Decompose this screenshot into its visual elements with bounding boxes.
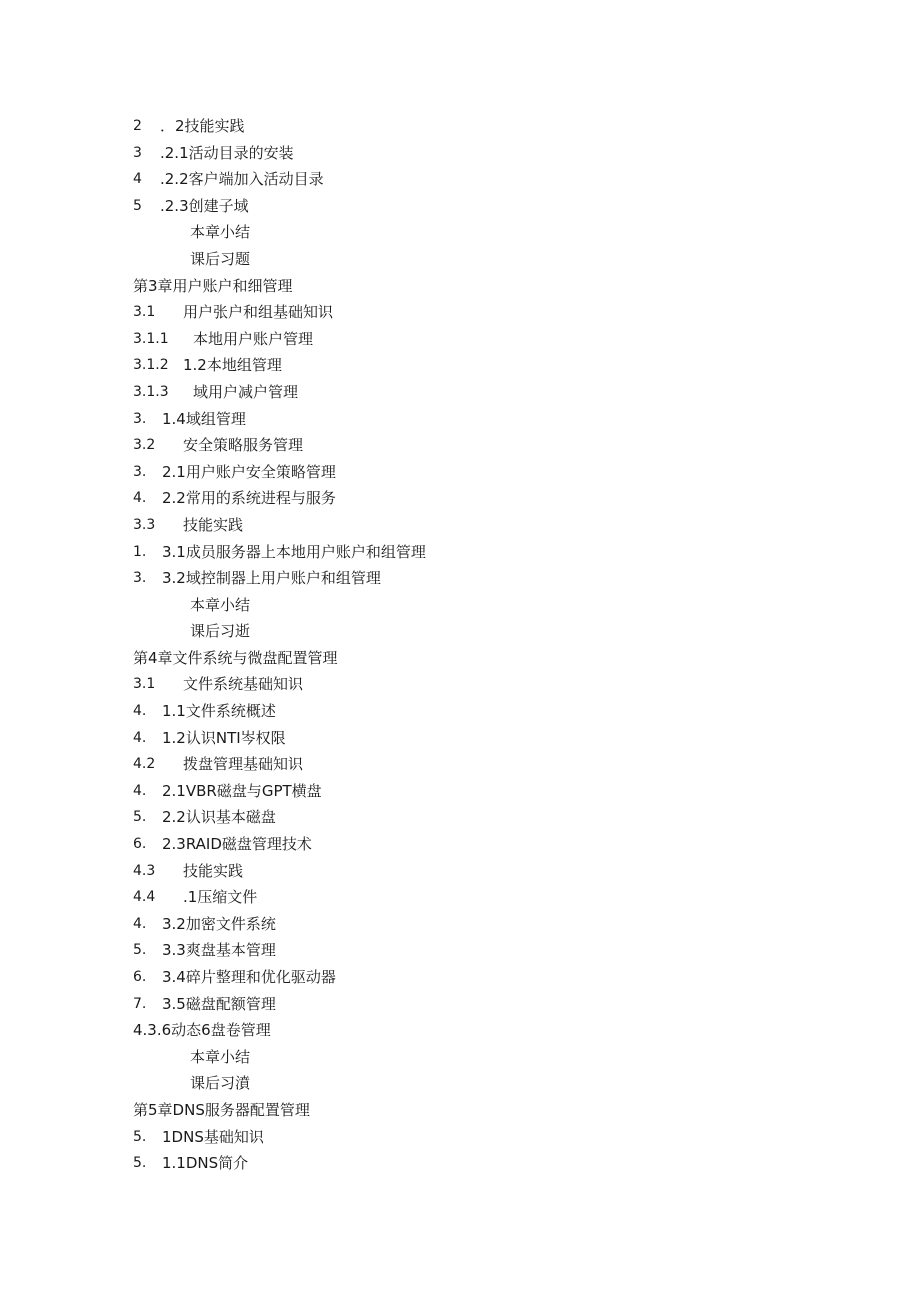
toc-entry bbox=[133, 1044, 733, 1071]
toc-entry-title: 域用户减户管理 bbox=[193, 382, 299, 401]
toc-entry bbox=[133, 326, 733, 353]
toc-entry bbox=[133, 698, 733, 725]
toc-entry-number: 3.1.3 bbox=[133, 383, 169, 400]
toc-entry-number: 3. bbox=[133, 463, 147, 480]
toc-entry-title: 安全策略服务管理 bbox=[183, 436, 304, 455]
toc-entry bbox=[133, 804, 733, 831]
toc-entry bbox=[133, 140, 733, 167]
toc-entry bbox=[133, 193, 733, 220]
toc-entry-title: 本章小结 bbox=[190, 223, 251, 242]
toc-entry bbox=[133, 432, 733, 459]
toc-entry-title: 技能实践 bbox=[183, 515, 244, 534]
toc-entry-number: 7. bbox=[133, 995, 147, 1012]
toc-entry-title: 课后习濆 bbox=[190, 1074, 251, 1093]
toc-entry-title: .1压缩文件 bbox=[183, 888, 258, 907]
toc-entry-title: 用户张户和组基础知识 bbox=[183, 303, 334, 322]
toc-entry bbox=[133, 751, 733, 778]
toc-entry-title: 1DNS基础知识 bbox=[162, 1127, 264, 1146]
toc-entry-title: 第4章文件系统与微盘配置管理 bbox=[133, 648, 338, 667]
toc-entry bbox=[133, 592, 733, 619]
toc-entry bbox=[133, 565, 733, 592]
toc-entry-title: 第3章用户账户和细管理 bbox=[133, 276, 293, 295]
toc-entry-title: 1.4域组管理 bbox=[162, 409, 246, 428]
toc-entry bbox=[133, 512, 733, 539]
toc-entry-title: 1.1DNS简介 bbox=[162, 1154, 249, 1173]
toc-entry-title: 课后习题 bbox=[190, 249, 251, 268]
toc-entry bbox=[133, 485, 733, 512]
toc-entry bbox=[133, 937, 733, 964]
toc-entry-title: 2.3RAID磁盘管理技术 bbox=[162, 835, 312, 854]
toc-entry bbox=[133, 964, 733, 991]
toc-entry-number: 5. bbox=[133, 1128, 147, 1145]
toc-entry-number: 5. bbox=[133, 942, 147, 959]
toc-entry-title: 文件系统基础知识 bbox=[183, 675, 304, 694]
toc-entry-number: 5. bbox=[133, 809, 147, 826]
toc-entry-number: 4 bbox=[133, 171, 142, 188]
toc-entry-title: 1.1文件系统概述 bbox=[162, 702, 276, 721]
toc-entry-title: 3.2加密文件系统 bbox=[162, 914, 276, 933]
toc-entry bbox=[133, 1124, 733, 1151]
toc-entry bbox=[133, 884, 733, 911]
toc-entry-title: 3.4碎片整理和优化驱动器 bbox=[162, 968, 336, 986]
toc-entry bbox=[133, 778, 733, 805]
toc-entry-number: 3.1.1 bbox=[133, 330, 169, 347]
toc-entry-title: 1.2本地组管理 bbox=[183, 356, 282, 375]
toc-entry bbox=[133, 539, 733, 566]
toc-entry-number: 4. bbox=[133, 490, 147, 507]
toc-entry bbox=[133, 406, 733, 433]
toc-entry-title: 2.2常用的系统进程与服务 bbox=[162, 489, 336, 508]
toc-entry bbox=[133, 1097, 733, 1124]
toc-entry bbox=[133, 1070, 733, 1097]
toc-entry bbox=[133, 352, 733, 379]
toc-entry bbox=[133, 459, 733, 486]
toc-entry-number: 1. bbox=[133, 543, 147, 560]
toc-entry-title: 3.3爽盘基本管理 bbox=[162, 941, 276, 960]
toc-entry-number: 3.1 bbox=[133, 304, 156, 321]
toc-entry bbox=[133, 671, 733, 698]
toc-entry-number: 4. bbox=[133, 729, 147, 746]
toc-entry-number: 3. bbox=[133, 410, 147, 427]
toc-entry bbox=[133, 645, 733, 672]
toc-entry-number: 2 bbox=[133, 118, 142, 134]
toc-entry-title: 拨盘管理基础知识 bbox=[183, 755, 304, 774]
toc-entry-title: 3.1成员服务器上本地用户账户和组管理 bbox=[162, 542, 426, 561]
toc-entry bbox=[133, 246, 733, 273]
toc-entry-title: .2.1活动目录的安装 bbox=[160, 143, 294, 162]
toc-entry-title: 本地用户账户管理 bbox=[193, 329, 314, 348]
toc-entry-number: 4. bbox=[133, 782, 147, 799]
toc-entry-title: 2.1用户账户安全策略管理 bbox=[162, 462, 336, 481]
toc-entry-number: 6. bbox=[133, 969, 147, 985]
toc-entry-number: 3.2 bbox=[133, 437, 156, 454]
toc-entry bbox=[133, 113, 733, 140]
toc-entry-title: 课后习逝 bbox=[190, 622, 251, 641]
toc-entry-number: 4. bbox=[133, 915, 147, 932]
toc-entry-title: 技能实践 bbox=[183, 861, 244, 880]
toc-entry-number: 3. bbox=[133, 570, 147, 587]
toc-entry bbox=[133, 166, 733, 193]
toc-entry-title: .2.2客户端加入活动目录 bbox=[160, 170, 324, 189]
toc-entry-number: 4.2 bbox=[133, 756, 156, 773]
toc-entry bbox=[133, 273, 733, 300]
toc-entry-number: 3.1.2 bbox=[133, 357, 169, 374]
toc-entry-number: 4.3 bbox=[133, 862, 156, 879]
toc-entry bbox=[133, 1017, 733, 1044]
toc-entry-number: 5 bbox=[133, 197, 142, 214]
toc-entry-number: 4. bbox=[133, 703, 147, 720]
toc-entry bbox=[133, 1150, 733, 1177]
toc-entry-title: 1.2认识NTI岑权限 bbox=[162, 728, 286, 747]
toc-entry-number: 5. bbox=[133, 1155, 147, 1172]
toc-entry bbox=[133, 911, 733, 938]
toc-entry-title: 本章小结 bbox=[190, 1047, 251, 1066]
toc-entry-title: 3.5磁盘配额管理 bbox=[162, 994, 276, 1013]
toc-entry-number: 3.1 bbox=[133, 676, 156, 693]
toc-entry bbox=[133, 831, 733, 858]
toc-entry bbox=[133, 299, 733, 326]
toc-entry-title: 2.2认识基本磁盘 bbox=[162, 808, 276, 827]
toc-entry bbox=[133, 858, 733, 885]
toc-entry-title: 3.2域控制器上用户账户和组管理 bbox=[162, 569, 381, 588]
toc-entry-title: 2.1VBR磁盘与GPT横盘 bbox=[162, 781, 322, 800]
toc-entry bbox=[133, 991, 733, 1018]
toc-entry-title: .2.3创建子域 bbox=[160, 196, 249, 215]
toc-entry bbox=[133, 379, 733, 406]
toc-entry bbox=[133, 618, 733, 645]
toc-entry-number: 6. bbox=[133, 836, 147, 853]
toc-entry-title: ．2技能实践 bbox=[160, 117, 245, 135]
toc-entry bbox=[133, 725, 733, 752]
toc-entry-number: 4.4 bbox=[133, 889, 156, 906]
table-of-contents bbox=[133, 113, 733, 1177]
toc-entry-number: 3 bbox=[133, 144, 142, 161]
toc-entry bbox=[133, 219, 733, 246]
toc-entry-title: 4.3.6动态6盘卷管理 bbox=[133, 1021, 271, 1040]
toc-entry-title: 本章小结 bbox=[190, 595, 251, 614]
toc-entry-title: 第5章DNS服务器配置管理 bbox=[133, 1100, 310, 1119]
toc-entry-number: 3.3 bbox=[133, 516, 156, 533]
